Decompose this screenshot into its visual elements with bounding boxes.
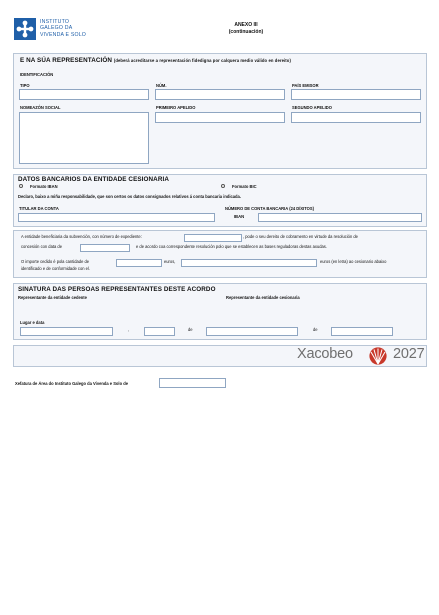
segundo-apelido-field[interactable] (291, 112, 421, 123)
segundo-apelido-label: SEGUNDO APELIDO (292, 105, 332, 110)
representation-title (20, 57, 291, 64)
tipo-field[interactable] (19, 89, 149, 100)
pais-emisor-label: PAÍS EMISOR (292, 83, 319, 88)
titular-label: TITULAR DA CONTA (19, 206, 59, 211)
signatures-title: SINATURA DAS PERSOAS REPRESENTANTES DESTE ACORDO (18, 286, 216, 293)
identification-label: IDENTIFICACIÓN (20, 72, 54, 77)
cession-line2a: concesión con data de (21, 244, 62, 249)
resolution-date-field[interactable] (80, 244, 130, 252)
xacobeo-shell-icon (369, 347, 387, 365)
iban-radio[interactable] (19, 184, 23, 188)
addressee-field[interactable] (159, 378, 226, 388)
amount-words-field[interactable] (181, 259, 317, 267)
cession-line3a: O importe cedido é pola cantidade de (21, 259, 90, 264)
date-comma: , (128, 327, 130, 332)
cession-line1b: , pode o seu dereito de cobramento en virtude da resolución de (243, 234, 358, 239)
bic-option-label: Formato BIC (232, 184, 257, 189)
place-field[interactable] (20, 327, 113, 336)
date-de-2: de (313, 327, 318, 332)
titular-field[interactable] (18, 213, 215, 222)
institution-line-2: GALEGO DA (40, 25, 73, 32)
annex-title: ANEXO III (234, 22, 258, 28)
year-field[interactable] (331, 327, 393, 336)
bank-title: DATOS BANCARIOS DA ENTIDADE CESIONARIA (18, 176, 169, 183)
amount-number-field[interactable] (116, 259, 162, 267)
primeiro-apelido-field[interactable] (155, 112, 285, 123)
nomeazon-social-label: NOMEAZÓN SOCIAL (20, 105, 61, 110)
footer-band (13, 345, 427, 367)
account-number-label: NÚMERO DE CONTA BANCARIA (24 DÍXITOS) (225, 206, 314, 211)
annex-subtitle: (continuación) (228, 29, 264, 35)
expediente-field[interactable] (184, 234, 242, 242)
cedente-label: Representante da entidade cedente (18, 295, 87, 300)
num-label: NÚM. (156, 83, 167, 88)
nomeazon-social-field[interactable] (19, 112, 149, 164)
tipo-label: TIPO (20, 83, 30, 88)
month-field[interactable] (206, 327, 298, 336)
bank-declaration: Declaro, baixo a miña responsabilidade, que son certos os datos consignados relativos á conta bancaria indicada. (18, 194, 241, 199)
cession-line3c: euros (en letra) ao cesionario abaixo (320, 259, 387, 264)
cesionaria-label: Representante da entidade cesionaria (226, 295, 300, 300)
institution-line-1: INSTITUTO (40, 19, 70, 25)
day-field[interactable] (144, 327, 175, 336)
primeiro-apelido-label: PRIMEIRO APELIDO (156, 105, 196, 110)
representation-note: (deberá acreditarse a representación fidedigna por calquera medio válido en dereito) (113, 58, 291, 63)
date-de-1: de (188, 327, 193, 332)
cession-line2b: e de acordo coa correspondente resolución polo que se establecen as bases reguladoras destas axudas. (136, 244, 327, 249)
representation-title-text: E NA SÚA REPRESENTACIÓN (20, 57, 112, 64)
iban-option-label: Formato IBAN (30, 184, 58, 189)
institution-name (40, 19, 110, 38)
xacobeo-wordmark: Xacobeo (297, 346, 353, 362)
institution-line-3: VIVENDA E SOLO (40, 31, 87, 38)
igvs-logo-icon (14, 18, 36, 40)
xacobeo-year: 2027 (393, 346, 425, 362)
iban-tag: IBAN (233, 214, 245, 219)
bic-radio[interactable] (221, 184, 225, 188)
account-number-field[interactable] (258, 213, 422, 222)
num-field[interactable] (155, 89, 285, 100)
cession-line3b: euros, (164, 259, 176, 264)
place-date-label: Lugar e data (20, 320, 45, 325)
addressee-label: Xefatura de Área do Instituto Galego da Vivenda e Solo de (15, 381, 128, 386)
cession-line1a: A entidade beneficiaria da subvención, con número de expediente: (21, 234, 142, 239)
annex-heading (222, 22, 270, 36)
pais-emisor-field[interactable] (291, 89, 421, 100)
cession-line4: identificado e de conformidade con el. (21, 266, 90, 271)
